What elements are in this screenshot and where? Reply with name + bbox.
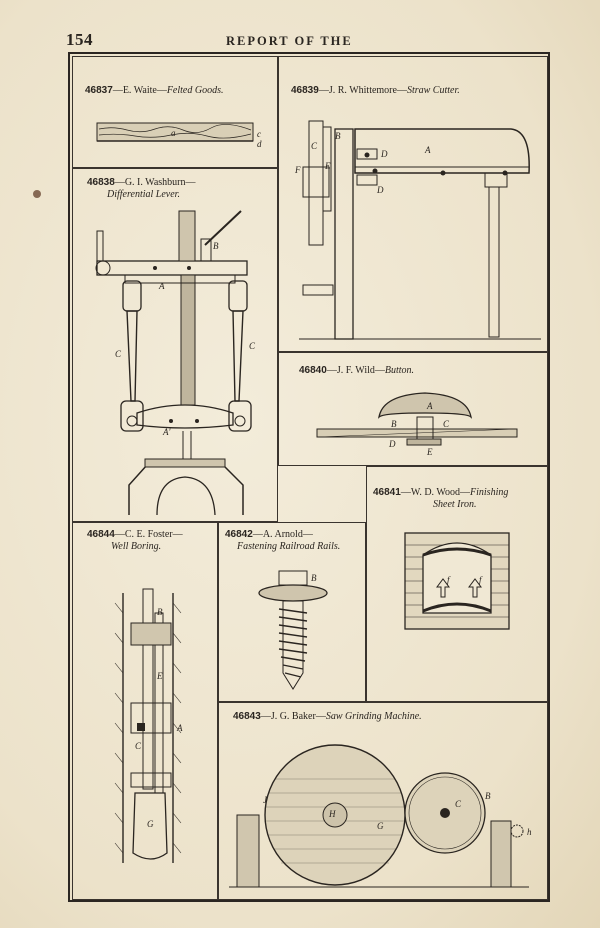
panel-46839 bbox=[278, 56, 548, 352]
fig-letter: C bbox=[455, 799, 462, 809]
panel-46838 bbox=[72, 168, 278, 522]
patent-subject: Straw Cutter. bbox=[406, 85, 460, 96]
fig-letter: G bbox=[377, 821, 384, 831]
fig-letter: f bbox=[447, 575, 450, 585]
fig-letter: B bbox=[213, 241, 219, 251]
caption-46837: 46837—E. Waite—Felted Goods. bbox=[85, 85, 224, 96]
inventor-name: A. Arnold bbox=[262, 529, 303, 540]
well-boring-drawing bbox=[73, 523, 218, 900]
patent-subject: Well Boring. bbox=[111, 541, 162, 552]
fig-letter: B bbox=[157, 607, 163, 617]
panel-46842 bbox=[218, 522, 366, 702]
patent-number: 46840 bbox=[299, 365, 327, 376]
fig-letter: E bbox=[325, 161, 331, 171]
fig-letter: E bbox=[157, 671, 163, 681]
fig-letter: A bbox=[159, 281, 165, 291]
inventor-name: G. I. Washburn bbox=[124, 177, 186, 188]
button-drawing bbox=[279, 353, 548, 466]
page-number: 154 bbox=[66, 30, 93, 49]
fig-letter: B bbox=[391, 419, 397, 429]
patent-subject: Finishing bbox=[470, 487, 509, 498]
inventor-name: J. R. Whittemore bbox=[328, 85, 397, 96]
patent-subject: Button. bbox=[384, 365, 415, 376]
patent-subject: Saw Grinding Machine. bbox=[325, 711, 422, 722]
patent-number: 46838 bbox=[87, 177, 115, 188]
panel-46840 bbox=[278, 352, 548, 466]
figure-frame bbox=[68, 52, 550, 902]
panel-46837 bbox=[72, 56, 278, 168]
fig-letter: A' bbox=[163, 427, 171, 437]
caption-46840: 46840—J. F. Wild—Button. bbox=[299, 365, 415, 376]
fig-letter: f bbox=[479, 575, 482, 585]
patent-subject: Felted Goods. bbox=[166, 85, 224, 96]
ink-stain bbox=[33, 190, 41, 198]
patent-number: 46844 bbox=[87, 529, 115, 540]
fig-letter: H bbox=[329, 809, 336, 819]
fig-letter: F bbox=[295, 165, 301, 175]
fig-letter: c bbox=[257, 129, 261, 139]
patent-subject-cont: Sheet Iron. bbox=[433, 499, 477, 510]
patent-subject: Fastening Railroad Rails. bbox=[237, 541, 341, 552]
fig-letter: G bbox=[147, 819, 154, 829]
fig-letter: h bbox=[527, 827, 532, 837]
fig-letter: J bbox=[263, 795, 267, 805]
caption-46838: 46838—G. I. Washburn— Differential Lever. bbox=[87, 177, 196, 200]
fig-letter: D bbox=[381, 149, 388, 159]
panel-46841 bbox=[366, 466, 548, 702]
fig-letter: C bbox=[115, 349, 122, 359]
differential-lever-drawing bbox=[73, 169, 278, 522]
fig-letter: C bbox=[443, 419, 450, 429]
rail-spike-drawing bbox=[219, 523, 366, 702]
patent-number: 46837 bbox=[85, 85, 113, 96]
caption-46839: 46839—J. R. Whittemore—Straw Cutter. bbox=[291, 85, 460, 96]
fig-letter: a bbox=[171, 128, 176, 138]
fig-letter: A bbox=[427, 401, 433, 411]
fig-letter: B bbox=[485, 791, 491, 801]
fig-letter: A bbox=[425, 145, 431, 155]
fig-letter: C bbox=[311, 141, 318, 151]
inventor-name: J. G. Baker bbox=[270, 711, 316, 722]
fig-letter: d bbox=[257, 139, 262, 149]
caption-46842: 46842—A. Arnold— Fastening Railroad Rails. bbox=[225, 529, 341, 552]
panel-46844 bbox=[72, 522, 218, 900]
panel-46843 bbox=[218, 702, 548, 900]
saw-grinding-machine-drawing bbox=[219, 703, 548, 900]
caption-46844: 46844—C. E. Foster— Well Boring. bbox=[87, 529, 183, 552]
furnace-drawing bbox=[367, 467, 548, 702]
fig-letter: B bbox=[311, 573, 317, 583]
fig-letter: C bbox=[249, 341, 256, 351]
fig-letter: E bbox=[427, 447, 433, 457]
caption-46841: 46841—W. D. Wood—Finishing Sheet Iron. bbox=[373, 487, 509, 510]
inventor-name: C. E. Foster bbox=[124, 529, 173, 540]
inventor-name: E. Waite bbox=[122, 85, 157, 96]
fig-letter: D bbox=[377, 185, 384, 195]
patent-number: 46839 bbox=[291, 85, 319, 96]
straw-cutter-drawing bbox=[279, 57, 548, 352]
running-head: REPORT OF THE bbox=[226, 34, 353, 48]
caption-46843: 46843—J. G. Baker—Saw Grinding Machine. bbox=[233, 711, 422, 722]
patent-number: 46841 bbox=[373, 487, 401, 498]
fig-letter: A bbox=[177, 723, 183, 733]
patent-number: 46842 bbox=[225, 529, 253, 540]
fig-letter: B bbox=[335, 131, 341, 141]
patent-subject: Differential Lever. bbox=[107, 189, 180, 200]
felted-goods-drawing bbox=[73, 57, 278, 168]
fig-letter: D bbox=[389, 439, 396, 449]
fig-letter: C bbox=[135, 741, 142, 751]
patent-number: 46843 bbox=[233, 711, 261, 722]
inventor-name: W. D. Wood bbox=[410, 487, 461, 498]
inventor-name: J. F. Wild bbox=[336, 365, 375, 376]
